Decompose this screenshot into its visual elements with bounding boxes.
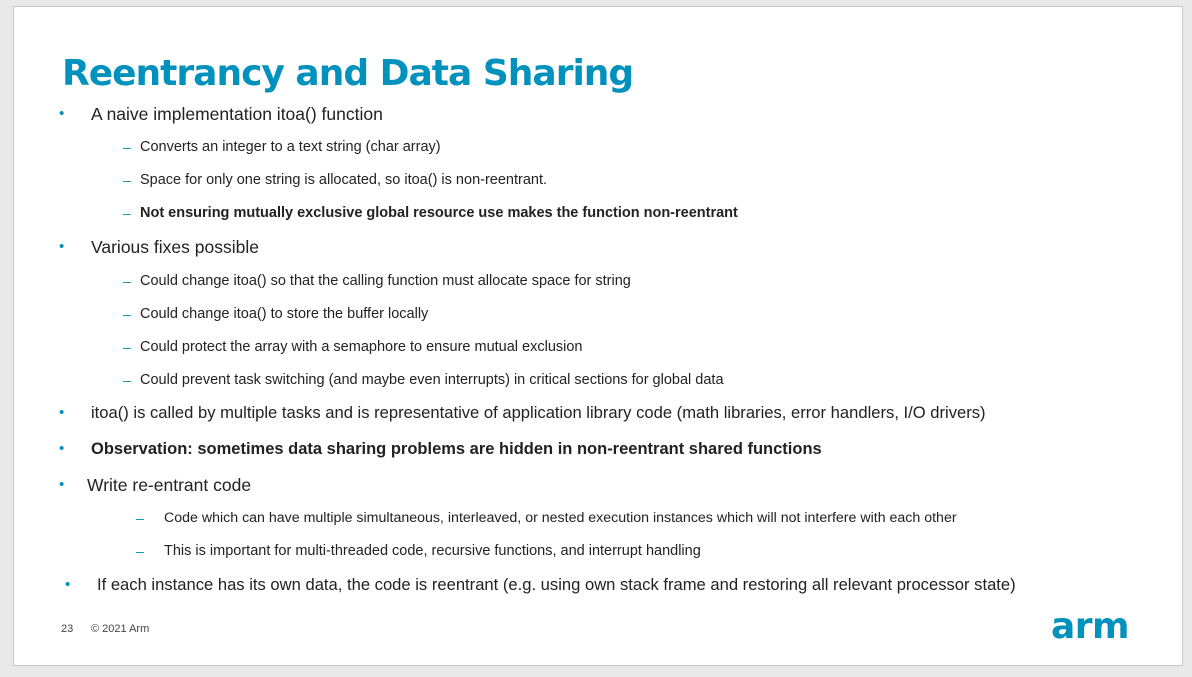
sub-bullet-item: Converts an integer to a text string (char array) bbox=[140, 139, 441, 155]
sub-bullet-item: Could change itoa() to store the buffer locally bbox=[140, 306, 429, 322]
dash-icon: – bbox=[123, 372, 131, 388]
sub-bullet-item: This is important for multi-threaded code, recursive functions, and interrupt handling bbox=[164, 543, 701, 559]
bullet-icon: • bbox=[65, 576, 71, 593]
sub-bullet-item: Not ensuring mutually exclusive global resource use makes the function non-reentrant bbox=[140, 205, 738, 221]
arm-logo: arm bbox=[1051, 606, 1130, 647]
sub-bullet-item: Code which can have multiple simultaneous, interleaved, or nested execution instances which will not interfere with each other bbox=[164, 510, 957, 526]
dash-icon: – bbox=[123, 139, 131, 155]
dash-icon: – bbox=[123, 172, 131, 188]
bullet-icon: • bbox=[59, 105, 65, 122]
bullet-item: A naive implementation itoa() function bbox=[91, 104, 383, 124]
slide-number: 23 bbox=[61, 623, 74, 635]
sub-bullet-item: Could change itoa() so that the calling function must allocate space for string bbox=[140, 273, 631, 289]
bullet-item: itoa() is called by multiple tasks and is representative of application library code (math libraries, error handlers, I/O drivers) bbox=[91, 403, 986, 422]
sub-bullet-item: Space for only one string is allocated, so itoa() is non-reentrant. bbox=[140, 172, 548, 188]
copyright-text: © 2021 Arm bbox=[91, 623, 150, 635]
dash-icon: – bbox=[123, 273, 131, 289]
dash-icon: – bbox=[123, 205, 131, 221]
sub-bullet-item: Could protect the array with a semaphore to ensure mutual exclusion bbox=[140, 339, 583, 355]
bullet-item: Write re-entrant code bbox=[87, 475, 252, 495]
bullet-icon: • bbox=[59, 404, 65, 421]
bullet-item: Various fixes possible bbox=[91, 237, 259, 257]
slide bbox=[13, 6, 1183, 666]
sub-bullet-item: Could prevent task switching (and maybe even interrupts) in critical sections for global data bbox=[140, 372, 724, 388]
dash-icon: – bbox=[136, 510, 144, 526]
bullet-item: Observation: sometimes data sharing problems are hidden in non-reentrant shared functions bbox=[91, 440, 822, 458]
dash-icon: – bbox=[136, 543, 144, 559]
dash-icon: – bbox=[123, 306, 131, 322]
bullet-icon: • bbox=[59, 476, 65, 493]
bullet-item: If each instance has its own data, the code is reentrant (e.g. using own stack frame and restoring all relevant processor state) bbox=[97, 575, 1016, 594]
bullet-icon: • bbox=[59, 238, 65, 255]
bullet-icon: • bbox=[59, 440, 65, 457]
slide-title: Reentrancy and Data Sharing bbox=[62, 53, 634, 94]
dash-icon: – bbox=[123, 339, 131, 355]
